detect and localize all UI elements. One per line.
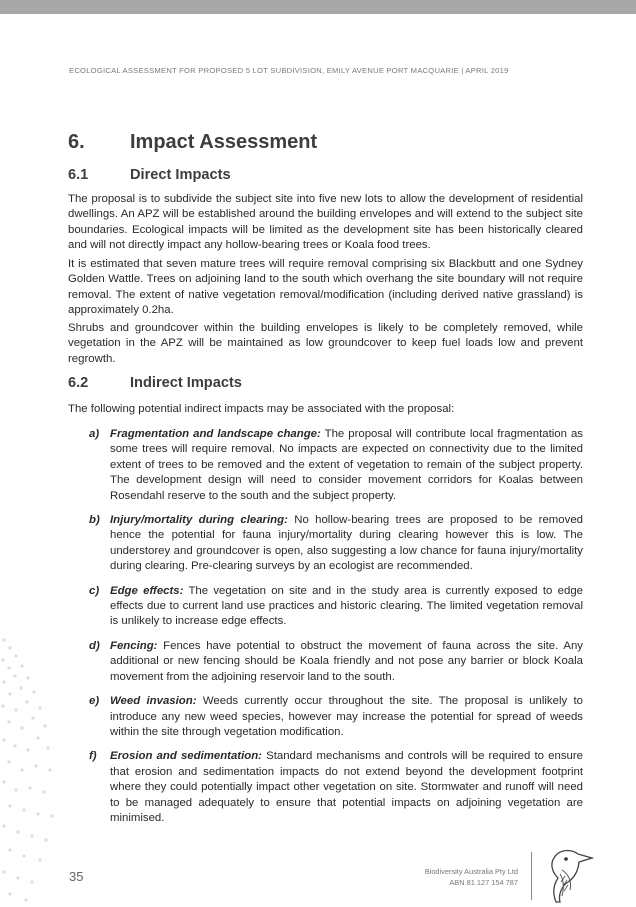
list-item [68,584,583,630]
section-title: Impact Assessment [130,131,318,153]
list-item-lead: Fencing: [110,639,158,652]
list-marker: b) [89,514,100,527]
paragraph: It is estimated that seven mature trees will require removal comprising six Blackbutt and one Sydney Golden Wattle. Trees on adjoining land to the south which overhang the site boundary will not require removal. The extent of native vegetation removal/modification (including derived native grassland) is approximately 0.2ha. [68,258,583,317]
list-item-text: Fences have potential to obstruct the movement of fauna across the site. Any additional or new fencing should be Koala friendly and not pose any barrier or block Koala movement from the adjoining reservoir land to the south. [110,639,583,683]
section-heading [68,131,317,154]
company-name: Biodiversity Australia Pty Ltd [424,867,518,876]
list-item-text: The proposal will contribute local fragmentation as some trees will require removal. No impacts are expected on connectivity due to the limited extent of trees to be removed and the extent of vegetation to remain of the subject property. The development design will need to consider movement corridors for Koalas between Rosendahl reserve to the south and the subject property. [110,428,583,502]
subsection-heading-direct [68,167,231,183]
list-marker: f) [89,750,97,763]
top-bar [0,0,636,14]
impact-list [68,427,583,835]
subsection-title: Indirect Impacts [130,375,242,391]
list-item-text: The vegetation on site and in the study area is currently exposed to edge effects due to current land use practices and historic clearing. The limited vegetation removal is unlikely to increase edge effects. [110,584,583,628]
list-item-lead: Erosion and sedimentation: [110,750,262,763]
intro-text: The following potential indirect impacts may be associated with the proposal: [68,403,455,415]
footer-divider [531,852,532,900]
list-item-text: Weeds currently occur throughout the site. The proposal is unlikely to introduce any new weed species, however may increase the potential for spread of weeds within the site through vegetation modification. [110,695,583,738]
page-number: 35 [69,869,84,884]
list-marker: c) [89,584,100,597]
list-item-text: No hollow-bearing trees are proposed to be removed hence the potential for fauna injury/mortality during clearing however this is low. The understorey and groundcover is open, also suggesting a low chance for fauna injury/mortality during clearing. Pre-clearing surveys by an ecologist are recommended. [110,514,583,573]
subsection-title: Direct Impacts [130,167,231,183]
list-item [68,749,583,826]
company-info [425,866,518,888]
subsection-number: 6.1 [68,167,89,183]
running-header: ECOLOGICAL ASSESSMENT FOR PROPOSED 5 LOT SUBDIVISION, EMILY AVENUE PORT MACQUARIE | APRIL 2019 [69,66,509,75]
subsection-number: 6.2 [68,375,89,391]
dot-pattern-decoration [0,620,70,907]
list-marker: e) [89,695,100,708]
list-item [68,694,583,740]
list-item-text: Standard mechanisms and controls will be required to ensure that erosion and sedimentation impacts do not extend beyond the development footprint where they could potentially impact other vegetation on site. Stormwater and runoff will need to be managed adequately to ensure that potential impacts on adjoining vegetation are minimised. [110,750,583,824]
list-marker: a) [89,428,100,440]
company-abn: ABN 81 127 154 787 [449,878,518,887]
list-item [68,513,583,575]
list-item-lead: Injury/mortality during clearing: [110,514,288,527]
list-item-lead: Weed invasion: [110,695,197,708]
paragraph: Shrubs and groundcover within the building envelopes is likely to be completely removed, while vegetation in the APZ will be maintained as low groundcover to keep fuel loads low and prevent regrowth. [68,322,583,365]
subsection-heading-indirect [68,375,242,391]
list-item [68,427,583,504]
kookaburra-logo-icon [548,848,594,904]
list-item-lead: Fragmentation and landscape change: [110,428,321,440]
list-item-lead: Edge effects: [110,584,184,597]
list-marker: d) [89,639,100,652]
list-item [68,639,583,685]
section-number: 6. [68,131,85,153]
paragraph: The proposal is to subdivide the subject site into five new lots to allow the development of residential dwellings. An APZ will be established around the building envelopes and will extend to the subject site boundaries. Ecological impacts will be limited as the development site has been historically cleared and will not directly impact any hollow-bearing trees or Koala food trees. [68,193,583,252]
